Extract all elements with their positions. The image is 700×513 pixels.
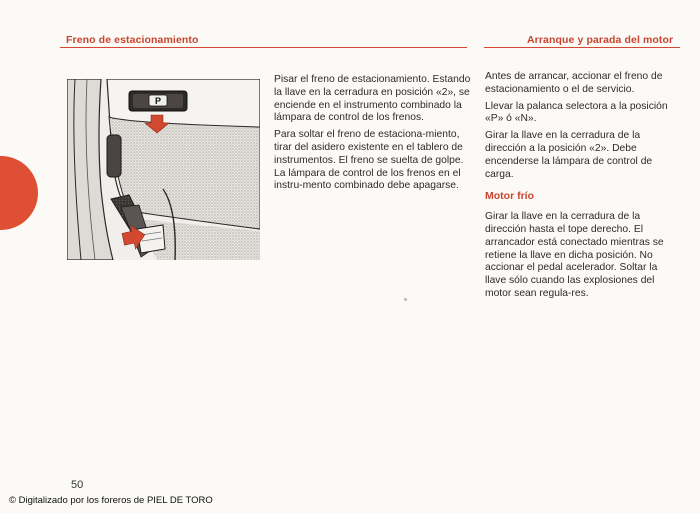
- section-title-right: Arranque y parada del motor: [527, 34, 674, 46]
- page-number: 50: [71, 479, 84, 491]
- section-title-left: Freno de estacionamiento: [66, 34, 199, 46]
- scan-credit: © Digitalizado por los foreros de PIEL DE TORO: [9, 495, 213, 506]
- scan-speck: [404, 298, 407, 301]
- paragraph: Llevar la palanca selectora a la posición «P» ó «N».: [485, 100, 668, 125]
- header-rule-left: [60, 47, 467, 48]
- right-text-column: [485, 71, 681, 305]
- header-rule-right: [484, 47, 680, 48]
- parking-symbol-label: P: [154, 96, 162, 106]
- paragraph: Girar la llave en la cerradura de la dirección hasta el tope derecho. El arrancador está conectado mientras se retiene la llave en dicha posición. No accionar el pedal acelerador. Soltar la llave sólo cuando las explosiones del motor sean regula-res.: [485, 211, 664, 299]
- paragraph: Pisar el freno de estacionamiento. Estando la llave en la cerradura en posición «2», se enciende en el instrumento combinado la lámpara de control de los frenos.: [274, 74, 471, 124]
- paragraph: Antes de arrancar, accionar el freno de estacionamiento o el de servicio.: [485, 71, 663, 95]
- chapter-tab-marker: [0, 156, 38, 230]
- paragraph: Para soltar el freno de estaciona-miento, tirar del asidero existente en el tablero de instrumentos. El freno se suelta de golpe. La lámpara de control de los frenos en el instru-mento combinado debe apagarse.: [274, 129, 464, 192]
- parking-brake-illustration: [67, 79, 260, 260]
- paragraph: Girar la llave en la cerradura de la dirección a la posición «2». Debe encenderse la lámpara de control de carga.: [485, 130, 653, 180]
- subheading-cold-engine: Motor frío: [485, 190, 534, 203]
- middle-text-column: [274, 74, 474, 197]
